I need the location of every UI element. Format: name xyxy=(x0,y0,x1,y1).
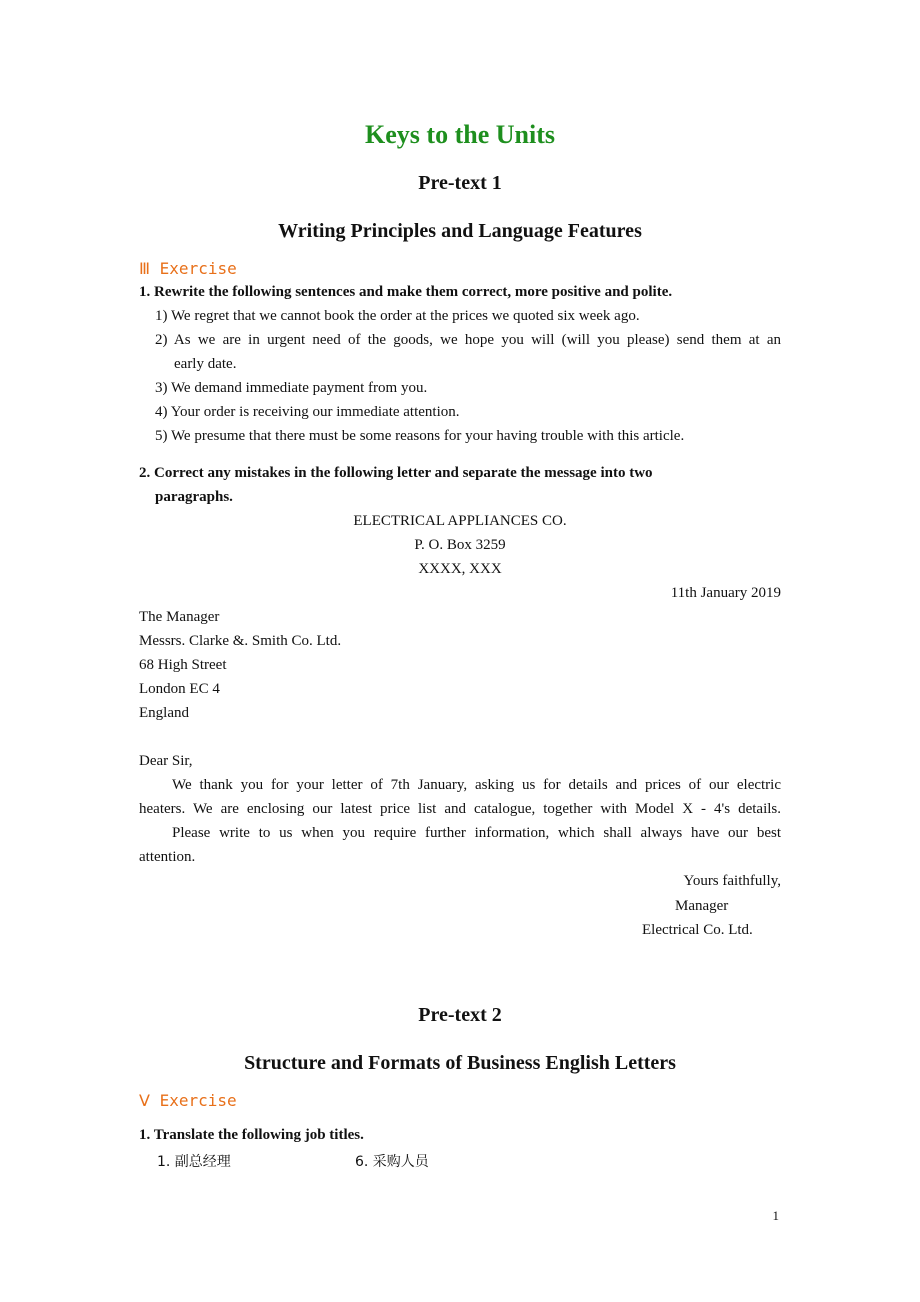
letter-date: 11th January 2019 xyxy=(670,585,781,601)
q1-item-continuation: early date. xyxy=(174,356,237,372)
job-title-item: 1. 副总经理 xyxy=(157,1154,231,1170)
letter-body-line: heaters. We are enclosing our latest price list and catalogue, together with Model X - 4's details. xyxy=(139,801,781,817)
letter-signatory-title: Manager xyxy=(675,898,729,914)
letterhead-city: XXXX, XXX xyxy=(418,561,502,577)
pretext1-exercise-label: Ⅲ Exercise xyxy=(139,259,237,278)
letter-closing: Yours faithfully, xyxy=(683,873,781,889)
pretext2-heading: Pre-text 2 xyxy=(418,1004,502,1026)
letter-body-line: Please write to us when you require further information, which shall always have our best xyxy=(172,825,781,841)
q2-heading-continuation: paragraphs. xyxy=(155,489,233,505)
address-line: 68 High Street xyxy=(139,657,227,673)
letter-salutation: Dear Sir, xyxy=(139,753,193,769)
q1-item: 1) We regret that we cannot book the order at the prices we quoted six week ago. xyxy=(155,308,640,324)
q1-item: 4) Your order is receiving our immediate attention. xyxy=(155,404,460,420)
letter-signatory-company: Electrical Co. Ltd. xyxy=(642,922,753,938)
pretext2-q1-heading: 1. Translate the following job titles. xyxy=(139,1127,364,1143)
q1-item: 5) We presume that there must be some reasons for your having trouble with this article. xyxy=(155,428,685,444)
q1-heading: 1. Rewrite the following sentences and make them correct, more positive and polite. xyxy=(139,284,673,300)
pretext1-heading: Pre-text 1 xyxy=(418,172,502,194)
q1-item: 2) As we are in urgent need of the goods, we hope you will (will you please) send them at an xyxy=(155,332,781,348)
letter-body-line: attention. xyxy=(139,849,196,865)
address-line: Messrs. Clarke &. Smith Co. Ltd. xyxy=(139,633,342,649)
letterhead-pobox: P. O. Box 3259 xyxy=(414,537,506,553)
pretext2-subheading: Structure and Formats of Business English Letters xyxy=(244,1052,676,1074)
address-line: England xyxy=(139,705,189,721)
address-line: London EC 4 xyxy=(139,681,220,697)
q1-item: 3) We demand immediate payment from you. xyxy=(155,380,428,396)
letter-body-line: We thank you for your letter of 7th January, asking us for details and prices of our electric xyxy=(172,777,781,793)
letterhead-company: ELECTRICAL APPLIANCES CO. xyxy=(353,513,567,529)
page-number: 1 xyxy=(772,1208,779,1223)
pretext2-exercise-label: Ⅴ Exercise xyxy=(139,1091,237,1110)
pretext1-subheading: Writing Principles and Language Features xyxy=(278,220,642,242)
page-title: Keys to the Units xyxy=(365,120,555,149)
address-line: The Manager xyxy=(139,609,220,625)
job-title-item: 6. 采购人员 xyxy=(355,1154,429,1170)
q2-heading: 2. Correct any mistakes in the following letter and separate the message into two xyxy=(139,465,653,481)
